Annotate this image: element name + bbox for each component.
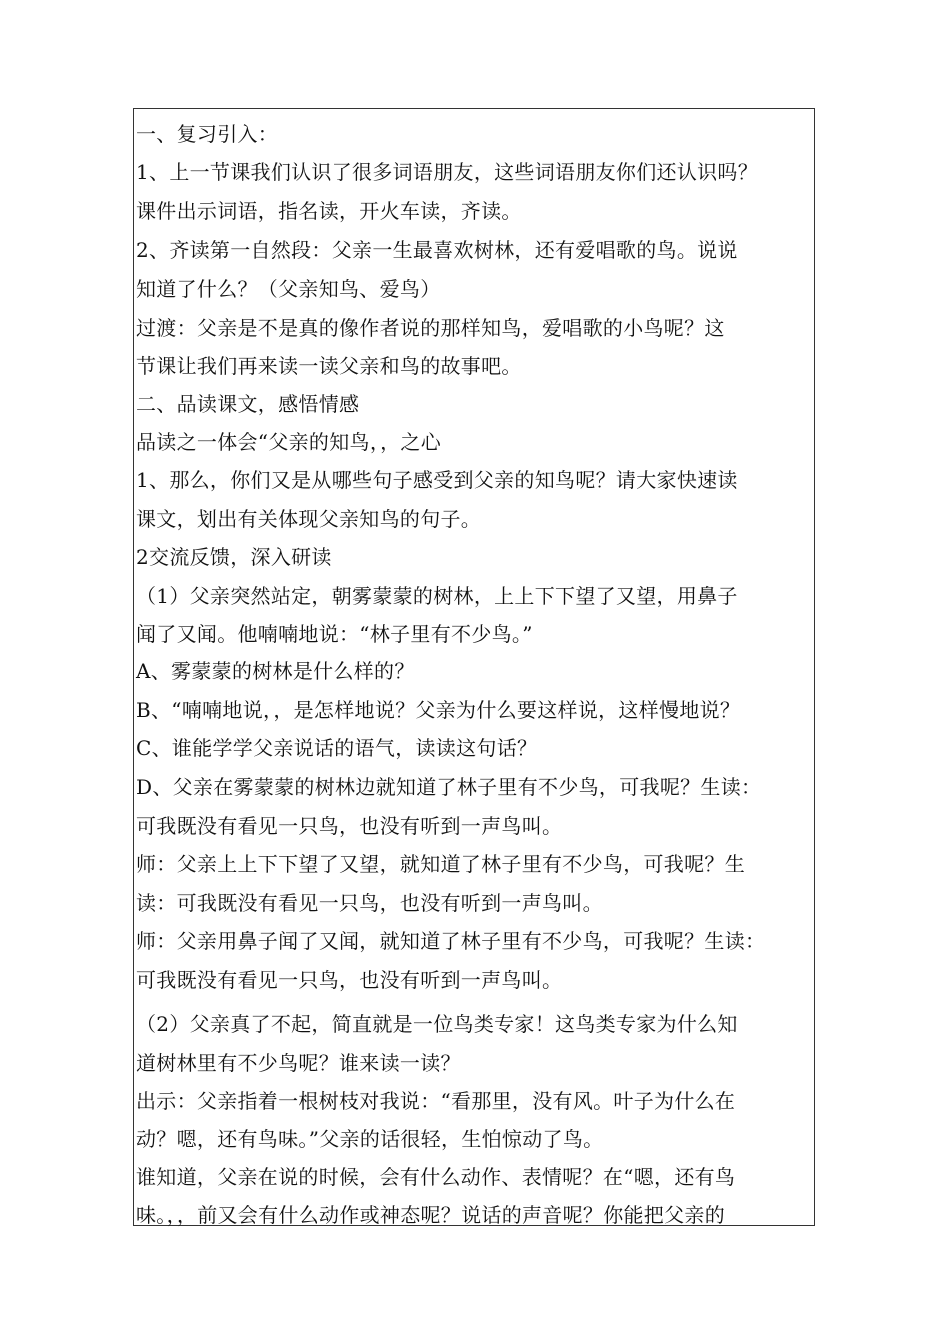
text-line: 可我既没有看见一只鸟，也没有听到一声鸟叫。 xyxy=(136,968,563,992)
text-line: B、“喃喃地说，，是怎样地说？父亲为什么要这样说，这样慢地说？ xyxy=(136,698,741,722)
text-line: 读：可我既没有看见一只鸟，也没有听到一声鸟叫。 xyxy=(136,891,603,915)
text-line: 2交流反馈，深入研读 xyxy=(136,545,332,569)
text-line: （2）父亲真了不起，简直就是一位鸟类专家！这鸟类专家为什么知 xyxy=(136,1012,738,1036)
text-line: 出示：父亲指着一根树枝对我说：“看那里，没有风。叶子为什么在 xyxy=(136,1089,736,1113)
text-line: 师：父亲上上下下望了又望，就知道了林子里有不少鸟，可我呢？生 xyxy=(136,852,745,876)
text-line: 道树林里有不少鸟呢？谁来读一读？ xyxy=(136,1051,461,1075)
text-line: 课文，划出有关体现父亲知鸟的句子。 xyxy=(136,507,482,531)
text-line: 1、那么，你们又是从哪些句子感受到父亲的知鸟呢？请大家快速读 xyxy=(136,468,738,492)
text-line: 可我既没有看见一只鸟，也没有听到一声鸟叫。 xyxy=(136,814,563,838)
text-line: 2、齐读第一自然段：父亲一生最喜欢树林，还有爱唱歌的鸟。说说 xyxy=(136,238,738,262)
text-line: 动？嗯，还有鸟味。”父亲的话很轻，生怕惊动了鸟。 xyxy=(136,1127,604,1151)
text-line: A、雾蒙蒙的树林是什么样的？ xyxy=(136,659,415,683)
text-line: 品读之一体会“父亲的知鸟，，之心 xyxy=(136,430,442,454)
text-line: 一、复习引入： xyxy=(136,122,279,146)
text-line: 1、上一节课我们认识了很多词语朋友，这些词语朋友你们还认识吗？ xyxy=(136,160,759,184)
text-line: 过渡：父亲是不是真的像作者说的那样知鸟，爱唱歌的小鸟呢？这 xyxy=(136,316,725,340)
text-line: 味。，，前又会有什么动作或神态呢？说话的声音呢？你能把父亲的 xyxy=(136,1203,725,1227)
text-line: D、父亲在雾蒙蒙的树林边就知道了林子里有不少鸟，可我呢？生读： xyxy=(136,775,762,799)
text-line: C、谁能学学父亲说话的语气，读读这句话？ xyxy=(136,736,538,760)
section-heading: 二、品读课文，感悟情感 xyxy=(136,392,360,416)
text-line: （1）父亲突然站定，朝雾蒙蒙的树林，上上下下望了又望，用鼻子 xyxy=(136,584,738,608)
text-line: 课件出示词语，指名读，开火车读，齐读。 xyxy=(136,199,522,223)
text-line: 节课让我们再来读一读父亲和鸟的故事吧。 xyxy=(136,354,522,378)
text-line: 知道了什么？（父亲知鸟、爱鸟） xyxy=(136,277,441,301)
text-line: 谁知道，父亲在说的时候，会有什么动作、表情呢？在“嗯，还有鸟 xyxy=(136,1165,736,1189)
text-line: 师：父亲用鼻子闻了又闻，就知道了林子里有不少鸟，可我呢？生读： xyxy=(136,929,766,953)
text-line: 闻了又闻。他喃喃地说：“林子里有不少鸟。” xyxy=(136,622,533,646)
